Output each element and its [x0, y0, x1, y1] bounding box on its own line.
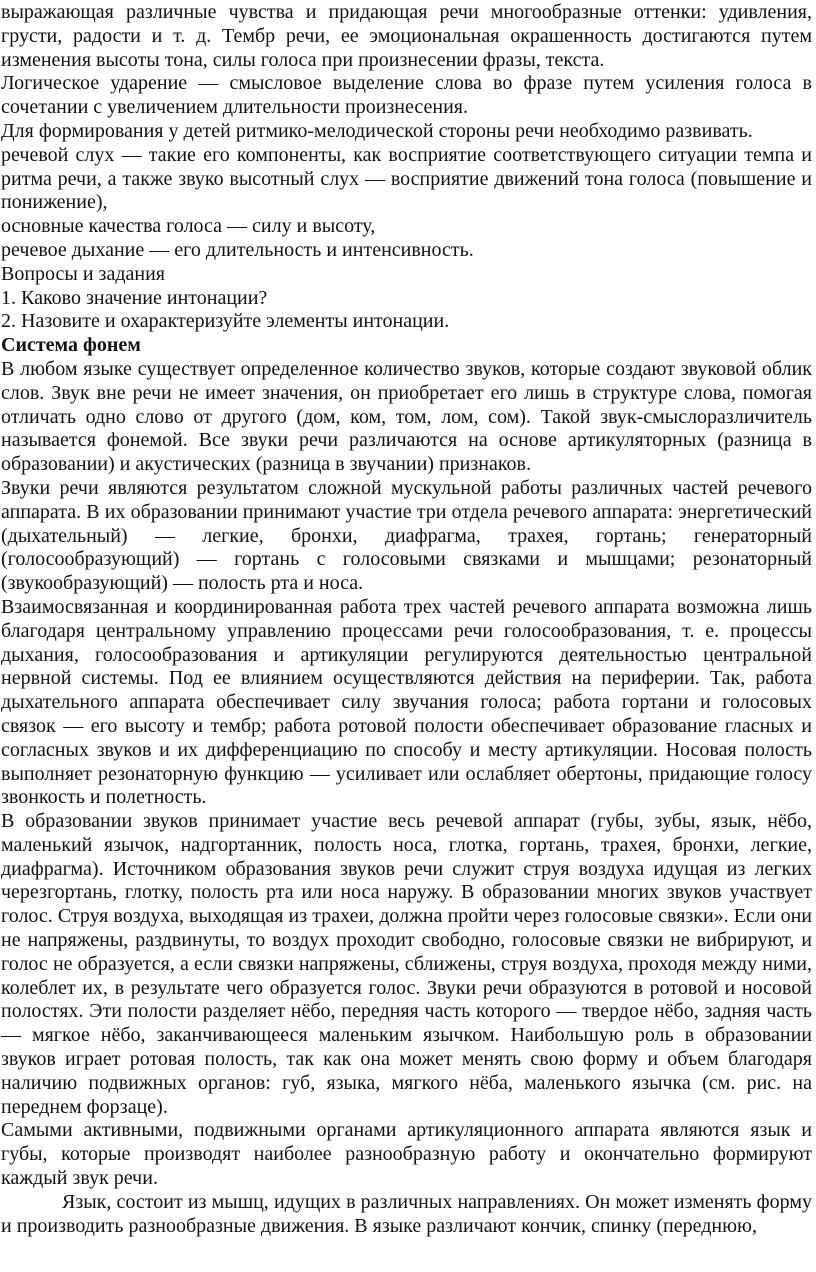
- section-title: Система фонем: [1, 334, 141, 357]
- paragraph-rhythm-melody: Для формирования у детей ритмико-мелодической стороны речи необходимо развивать.: [1, 119, 753, 142]
- list-item-speech-hearing: речевой слух — такие его компоненты, как восприятие соответствующего ситуации темпа и ритма речи, а также звуко высотный слух — восприятие движений тона голоса (повышение и понижение),: [1, 143, 812, 214]
- list-item-voice-qualities: основные качества голоса — силу и высоту,: [1, 215, 376, 238]
- question-1: 1. Каково значение интонации?: [1, 286, 268, 309]
- paragraph-sound-formation: В образовании звуков принимает участие весь речевой аппарат (губы, зубы, язык, нёбо, маленький язычок, надгортанник, полость носа, глотка, гортань, трахея, бронхи, легкие, диафрагма). Источником образования звуков речи служит струя воздуха идущая из легких черезгортань, глотку, полость рта или носа наружу. В образовании многих звуков участвует голос. Струя воздуха, выходящая из трахеи, должна пройти через голосовые связки». Если они не напряжены, раздвинуты, то воздух проходит свободно, голосовые связки не вибрируют, и голос не образуется, а если связки напряжены, сближены, струя воздуха, проходя между ними, колеблет их, в результате чего образуется голос. Звуки речи образуются в ротовой и носовой полостях. Эти полости разделяет нёбо, передняя часть которого — твердое нёбо, задняя часть — мягкое нёбо, заканчивающееся маленьким язычком. Наибольшую роль в образовании звуков играет ротовая полость, так как она может менять свою форму и объем благодаря наличию подвижных органов: губ, языка, мягкого нёба, маленького язычка (см. рис. на переднем форзаце).: [1, 810, 812, 1118]
- paragraph-active-organs: Самыми активными, подвижными органами артикуляционного аппарата являются язык и губы, которые производят наиболее разнообразную работу и окончательно формируют каждый звук речи.: [1, 1119, 812, 1190]
- list-item-speech-breathing: речевое дыхание — его длительность и интенсивность.: [1, 238, 474, 261]
- paragraph-logical-stress: Логическое ударение — смысловое выделение слова во фразе путем усиления голоса в сочетании с увеличением длительности произнесения.: [1, 72, 812, 119]
- paragraph-speech-apparatus: Звуки речи являются результатом сложной мускульной работы различных частей речевого аппарата. В их образовании принимают участие три отдела речевого аппарата: энергетический (дыхательный) — легкие, бронхи, диафрагма, трахея, гортань; генераторный (голосообразующий) — гортань с голосовыми связками и мышцами; резонаторный (звукообразующий) — полость рта и носа.: [1, 476, 812, 595]
- paragraph-phoneme: В любом языке существует определенное количество звуков, которые создают звуковой облик слов. Звук вне речи не имеет значения, он приобретает его лишь в структуре слова, помогая отличать одно слово от другого (дом, ком, том, лом, сом). Такой звук-смыслоразличитель называется фонемой. Все звуки речи различаются на основе артикуляторных (разница в образовании) и акустических (разница в звучании) признаков.: [1, 357, 812, 476]
- paragraph-tongue: Язык, состоит из мышц, идущих в различных направлениях. Он может изменять форму и производить разнообразные движения. В языке различают кончик, спинку (переднюю,: [1, 1190, 812, 1237]
- paragraph-central-control: Взаимосвязанная и координированная работа трех частей речевого аппарата возможна лишь благодаря центральному управлению процессами речи голосообразования, т. е. процессы дыхания, голосообразования и артикуляции регулируются деятельностью центральной нервной системы. Под ее влиянием осуществляются действия на периферии. Так, работа дыхательного аппарата обеспечивает силу звучания голоса; работа гортани и голосовых связок — его высоту и тембр; работа ротовой полости обеспечивает образование гласных и согласных звуков и их дифференциацию по способу и месту артикуляции. Носовая полость выполняет резонаторную функцию — усиливает или ослабляет обертоны, придающие голосу звонкость и полетность.: [1, 595, 812, 809]
- paragraph-intonation-timbre: выражающая различные чувства и придающая речи многообразные оттенки: удивления, грусти, радости и т. д. Тембр речи, ее эмоциональная окрашенность достигаются путем изменения высоты тона, силы голоса при произнесении фразы, текста.: [1, 1, 812, 71]
- question-2: 2. Назовите и охарактеризуйте элементы интонации.: [1, 310, 450, 333]
- questions-heading: Вопросы и задания: [1, 262, 165, 285]
